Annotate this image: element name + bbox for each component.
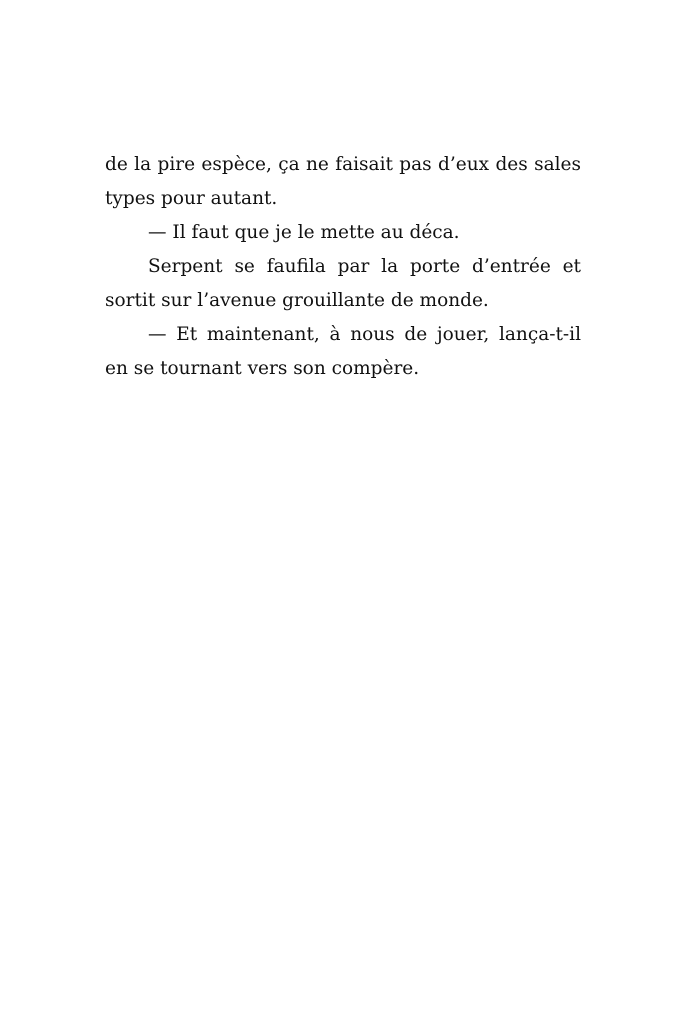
text-line: en se tournant vers son compère. [105, 358, 420, 379]
dialogue-line: — Et maintenant, à nous de jouer, lança-t-il [148, 324, 581, 345]
text-line: types pour autant. [105, 188, 278, 209]
paragraph-start-line: Serpent se faufila par la porte d’entrée et [148, 256, 581, 277]
body-text [105, 148, 581, 386]
dialogue-line: — Il faut que je le mette au déca. [148, 222, 460, 243]
text-line: de la pire espèce, ça ne faisait pas d’eux des sales [105, 154, 581, 175]
text-line: sortit sur l’avenue grouillante de monde. [105, 290, 489, 311]
